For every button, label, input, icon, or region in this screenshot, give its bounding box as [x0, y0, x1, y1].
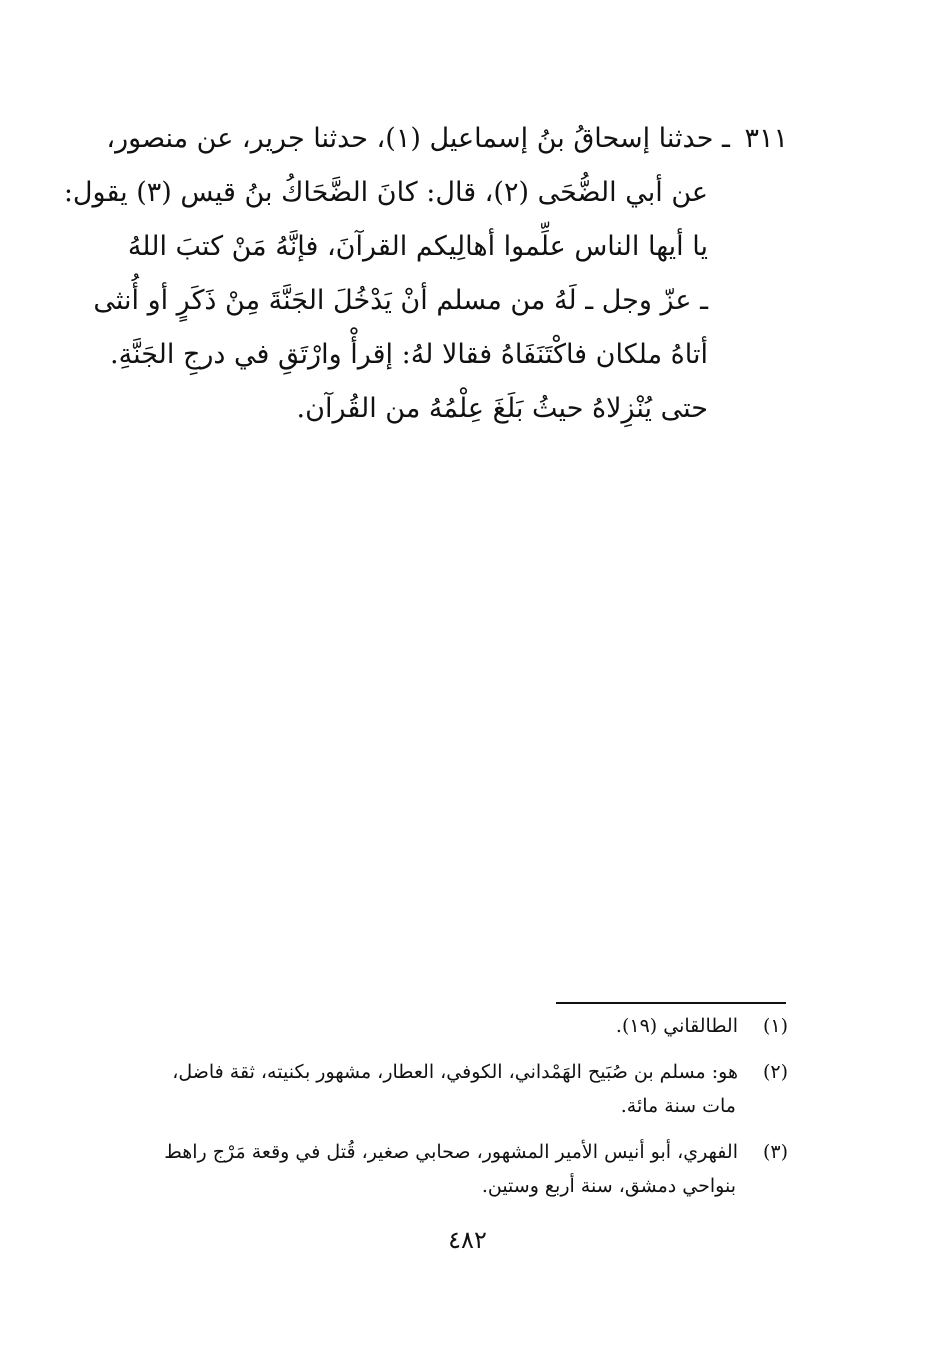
- hadith-text: [63, 112, 788, 436]
- footnote-line: بنواحي دمشق، سنة أربع وستين.: [481, 1175, 736, 1197]
- footnote-line: (٢)هو: مسلم بن صُبَيح الهَمْداني، الكوفي، العطار، مشهور بكنيته، ثقة فاضل،: [88, 1056, 788, 1090]
- footnote-separator: [556, 1002, 786, 1004]
- hadith-line: عن أبي الضُّحَى (٢)، قال: كانَ الضَّحَاكُ بنُ قيس (٣) يقول:: [63, 177, 708, 208]
- hadith-line: ٣١١ ـ حدثنا إسحاقُ بنُ إسماعيل (١)، حدثنا جرير، عن منصور،: [106, 123, 788, 154]
- footnote-number: (٣): [762, 1141, 788, 1163]
- footnote: [88, 1056, 788, 1124]
- footnote: [88, 1010, 788, 1044]
- footnote-number: (٢): [762, 1061, 788, 1083]
- hadith-line: ـ عزّ وجل ـ لَهُ من مسلم أنْ يَدْخُلَ الجَنَّةَ مِنْ ذَكَرٍ أو أُنثى: [93, 285, 708, 316]
- footnote-number: (١): [762, 1015, 788, 1037]
- hadith-line: يا أيها الناس علِّموا أهالِيكم القرآنَ، فإنَّهُ مَنْ كتبَ اللهُ: [127, 231, 708, 262]
- hadith-number: ٣١١: [744, 123, 788, 154]
- page-number: ٤٨٢: [448, 1226, 487, 1254]
- footnote-line: مات سنة مائة.: [620, 1095, 736, 1117]
- hadith-line: حتى يُنْزِلاهُ حيثُ بَلَغَ عِلْمُهُ من القُرآن.: [296, 393, 708, 424]
- footnote-line: (١)الطالقاني (١٩).: [88, 1010, 788, 1044]
- hadith-line: أتاهُ ملكان فاكْتَنَفَاهُ فقالا لهُ: إقرأْ وارْتَقِ في درجِ الجَنَّةِ.: [110, 339, 708, 370]
- footnote: [88, 1136, 788, 1204]
- footnote-line: (٣)الفهري، أبو أنيس الأمير المشهور، صحابي صغير، قُتل في وقعة مَرْج راهط: [88, 1136, 788, 1170]
- footnotes: [88, 1010, 788, 1216]
